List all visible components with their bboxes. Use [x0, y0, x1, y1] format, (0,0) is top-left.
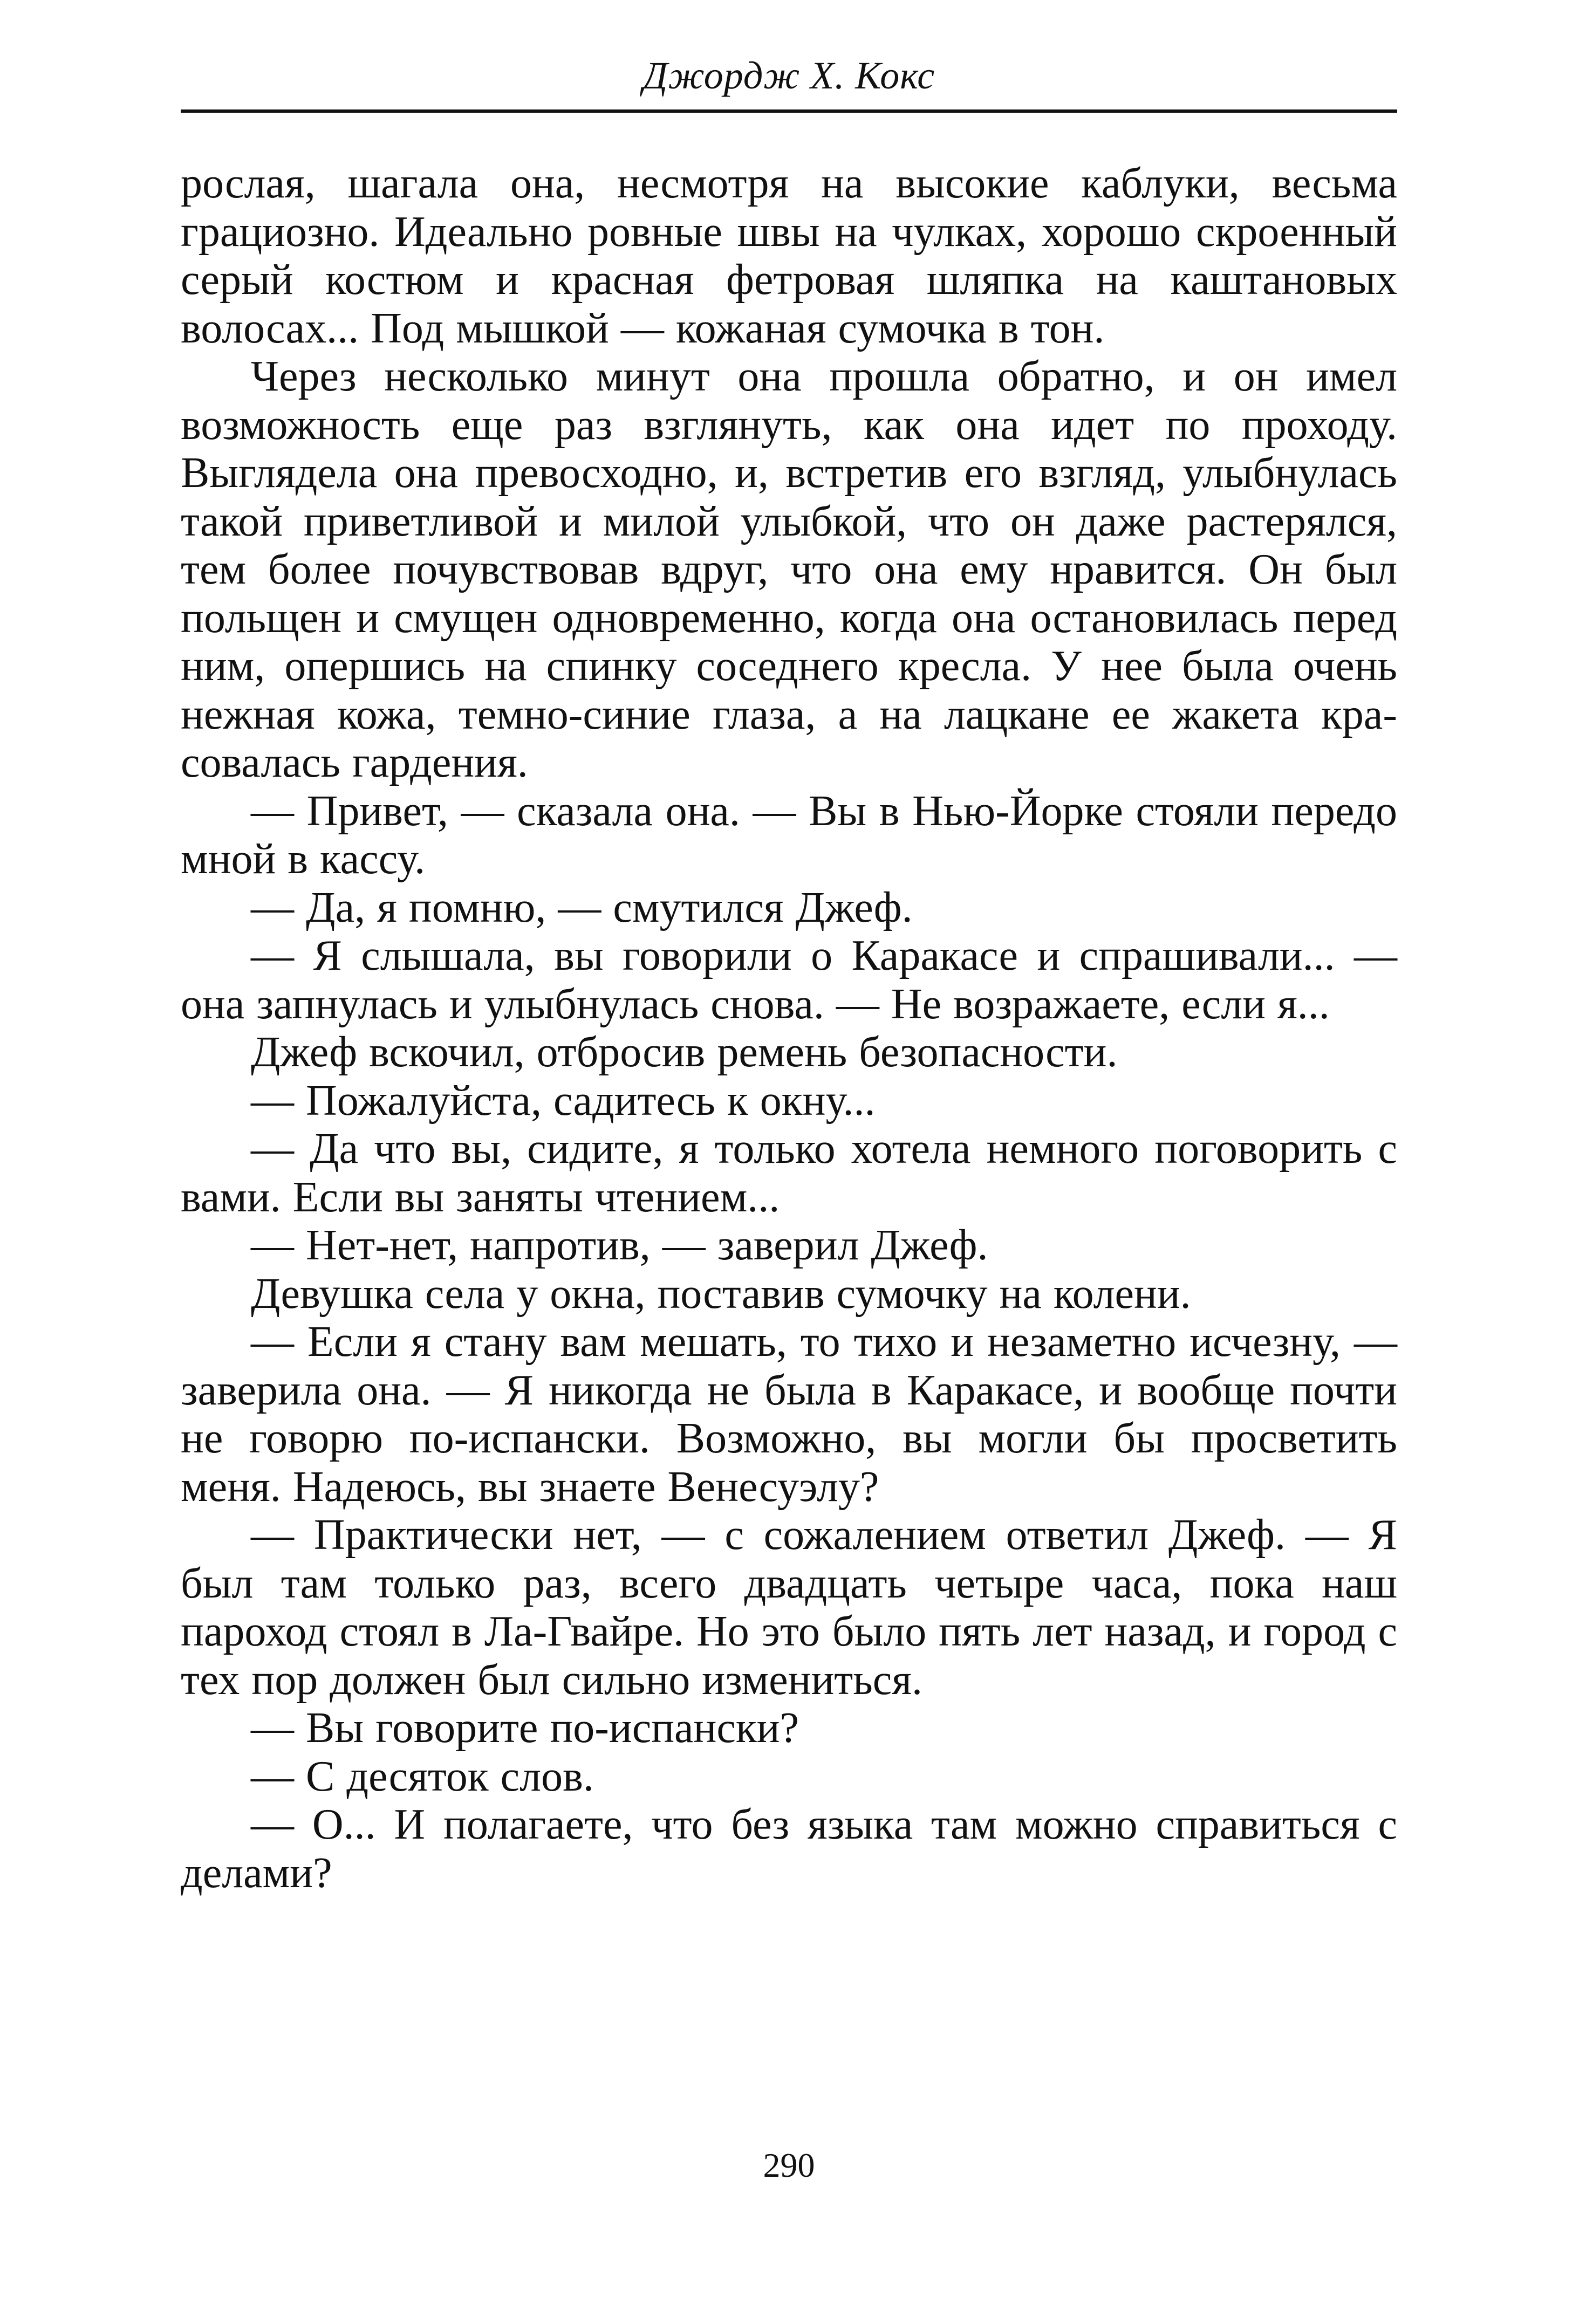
- paragraph: Девушка села у окна, поставив сумочку на колени.: [251, 1270, 1191, 1318]
- paragraph: — Я слышала, вы говорили о Каракасе и спрашивали... — она запнулась и улыбнулась снова. — Не возражаете, если я...: [181, 932, 1397, 1028]
- paragraph: — Вы говорите по-испански?: [251, 1704, 799, 1752]
- header-rule: [181, 109, 1397, 113]
- body-text: [181, 160, 1397, 1897]
- paragraph: — О... И полагаете, что без языка там можно справиться с делами?: [181, 1801, 1397, 1897]
- paragraph: — Если я стану вам мешать, то тихо и незаметно исчезну, — заверила она. — Я никогда не была в Каракасе, и вообще почти не говорю по-испански. Возможно, вы могли бы просветить меня. Надеюсь, вы знаете Венесуэлу?: [181, 1318, 1397, 1511]
- paragraph: — Нет-нет, напротив, — заверил Джеф.: [251, 1222, 988, 1269]
- paragraph: — Практически нет, — с сожалением ответил Джеф. — Я был там только раз, всего двадцать четыре часа, пока наш пароход стоял в Ла-Гвайре. Но это было пять лет назад, и город с тех пор должен был сильно измениться.: [181, 1511, 1397, 1704]
- paragraph: — С десяток слов.: [251, 1752, 594, 1800]
- paragraph: рослая, шагала она, несмотря на высокие каблуки, весьма грациозно. Идеально ровные швы на чулках, хорошо скроенный серый костюм и красная фетровая шляпка на каштановых волосах... Под мышкой — кожаная сумочка в тон.: [181, 160, 1397, 352]
- paragraph: Джеф вскочил, отбросив ремень безопасности.: [251, 1029, 1118, 1076]
- running-header: Джордж Х. Кокс: [642, 54, 935, 97]
- paragraph: — Пожалуйста, садитесь к окну...: [251, 1077, 876, 1125]
- paragraph: — Да что вы, сидите, я только хотела немного поговорить с вами. Если вы заняты чтением...: [181, 1125, 1397, 1221]
- page-number: 290: [763, 2146, 815, 2184]
- paragraph: — Да, я помню, — смутился Джеф.: [251, 883, 913, 931]
- paragraph: — Привет, — сказала она. — Вы в Нью-Йорке стояли передо мной в кассу.: [181, 787, 1397, 883]
- paragraph: Через несколько минут она прошла обратно, и он имел возможность еще раз взглянуть, как она идет по проходу. Выглядела она превосходно, и, встретив его взгляд, улыбнулась такой приветливой и милой улыбкой, что он даже растерялся, тем более почувствовав вдруг, что она ему нравится. Он был польщен и смущен одновременно, когда она остановилась перед ним, опершись на спинку соседнего кресла. У нее была очень нежная кожа, темно-синие глаза, а на лацкане ее жакета красовалась гардения.: [181, 353, 1397, 786]
